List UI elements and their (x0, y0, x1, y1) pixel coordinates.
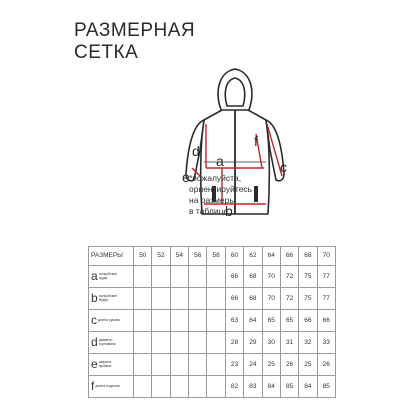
label-f: f (254, 133, 258, 149)
value-cell: 83 (244, 375, 262, 397)
value-cell: 66 (225, 265, 243, 287)
measure-description: длина рукава (98, 318, 120, 323)
value-cell: 30 (262, 331, 280, 353)
value-cell (207, 287, 225, 309)
size-header-cell: 54 (170, 247, 188, 266)
measure-description: полуобхват бедер (98, 294, 118, 303)
measure-description: длина изделия (95, 384, 120, 389)
measure-letter: c (91, 313, 97, 328)
label-a: a (216, 153, 224, 169)
measure-letter: b (91, 291, 98, 306)
measure-name-cell (89, 265, 134, 287)
value-cell (134, 265, 152, 287)
value-cell (134, 375, 152, 397)
size-header-cell: 56 (189, 247, 207, 266)
value-cell: 63 (225, 309, 243, 331)
note-line-2: ориентируйтесь (189, 184, 253, 194)
value-cell (152, 265, 170, 287)
value-cell: 75 (299, 287, 317, 309)
value-cell: 66 (299, 309, 317, 331)
value-cell (207, 375, 225, 397)
value-cell (152, 287, 170, 309)
size-header-cell: 62 (244, 247, 262, 266)
value-cell: 33 (317, 331, 335, 353)
value-cell (152, 309, 170, 331)
label-e: e (182, 169, 190, 185)
measure-name-cell (89, 287, 134, 309)
value-cell (189, 375, 207, 397)
value-cell: 72 (280, 265, 298, 287)
value-cell (134, 353, 152, 375)
value-cell: 77 (317, 265, 335, 287)
table-row (89, 309, 336, 331)
note-line-1: *пожалуйста, (189, 173, 242, 183)
measure-name-cell (89, 353, 134, 375)
right-pocket (254, 186, 258, 202)
size-header-cell: 64 (262, 247, 280, 266)
value-cell: 25 (262, 353, 280, 375)
value-cell: 68 (244, 265, 262, 287)
label-c: c (280, 159, 287, 175)
value-cell: 66 (225, 287, 243, 309)
value-cell (189, 287, 207, 309)
value-cell (134, 309, 152, 331)
label-b: b (225, 203, 233, 219)
measure-letter: f (91, 379, 95, 394)
hood-inner (225, 78, 244, 106)
value-cell: 72 (280, 287, 298, 309)
value-cell (170, 353, 188, 375)
size-header-row (89, 247, 336, 266)
value-cell: 23 (225, 353, 243, 375)
measure-name-cell (89, 375, 134, 397)
value-cell: 32 (299, 331, 317, 353)
value-cell: 64 (244, 309, 262, 331)
value-cell: 28 (225, 331, 243, 353)
table-row (89, 265, 336, 287)
measure-name-cell (89, 309, 134, 331)
value-cell: 85 (317, 375, 335, 397)
value-cell (189, 309, 207, 331)
value-cell: 25 (299, 353, 317, 375)
size-header-cell: 66 (280, 247, 298, 266)
size-table (88, 246, 336, 398)
value-cell: 65 (262, 309, 280, 331)
measure-description: ширина проймы (98, 360, 112, 369)
size-header-cell: 60 (225, 247, 243, 266)
value-cell: 66 (317, 309, 335, 331)
value-cell: 84 (299, 375, 317, 397)
value-cell: 65 (280, 309, 298, 331)
size-table-body (89, 247, 336, 398)
size-note (189, 173, 252, 217)
value-cell: 29 (244, 331, 262, 353)
size-header-cell: 52 (152, 247, 170, 266)
value-cell (207, 309, 225, 331)
value-cell (170, 309, 188, 331)
value-cell (207, 265, 225, 287)
measure-letter: d (91, 335, 98, 350)
value-cell (134, 331, 152, 353)
size-header-cell: 58 (207, 247, 225, 266)
value-cell (152, 353, 170, 375)
size-header-label: РАЗМЕРЫ (89, 247, 134, 266)
title-line-2: СЕТКА (74, 42, 139, 63)
measure-description: диаметр горловины (98, 338, 116, 347)
value-cell (189, 353, 207, 375)
table-row (89, 331, 336, 353)
value-cell: 82 (225, 375, 243, 397)
value-cell: 70 (262, 287, 280, 309)
table-row (89, 353, 336, 375)
measure-letter: a (91, 269, 98, 284)
value-cell: 31 (280, 331, 298, 353)
value-cell (170, 265, 188, 287)
table-row (89, 375, 336, 397)
value-cell: 84 (262, 375, 280, 397)
measure-name-cell (89, 331, 134, 353)
note-line-4: в таблице (189, 206, 229, 216)
title-line-1: РАЗМЕРНАЯ (74, 20, 196, 41)
value-cell: 77 (317, 287, 335, 309)
measure-letter: e (91, 357, 98, 372)
value-cell (134, 287, 152, 309)
value-cell (152, 375, 170, 397)
page-title (74, 20, 195, 64)
table-row (89, 287, 336, 309)
size-header-cell: 68 (299, 247, 317, 266)
value-cell: 70 (262, 265, 280, 287)
measure-description: полуобхват груди (98, 272, 118, 281)
value-cell (152, 331, 170, 353)
value-cell: 26 (317, 353, 335, 375)
value-cell (170, 331, 188, 353)
value-cell: 26 (280, 353, 298, 375)
value-cell (170, 287, 188, 309)
size-header-cell: 70 (317, 247, 335, 266)
size-header-cell: 50 (134, 247, 152, 266)
value-cell (189, 265, 207, 287)
value-cell: 68 (244, 287, 262, 309)
value-cell (207, 353, 225, 375)
value-cell: 24 (244, 353, 262, 375)
note-line-3: на размеры (189, 195, 236, 205)
value-cell (189, 331, 207, 353)
value-cell (207, 331, 225, 353)
value-cell: 85 (280, 375, 298, 397)
value-cell: 75 (299, 265, 317, 287)
value-cell (170, 375, 188, 397)
label-d: d (192, 143, 200, 159)
